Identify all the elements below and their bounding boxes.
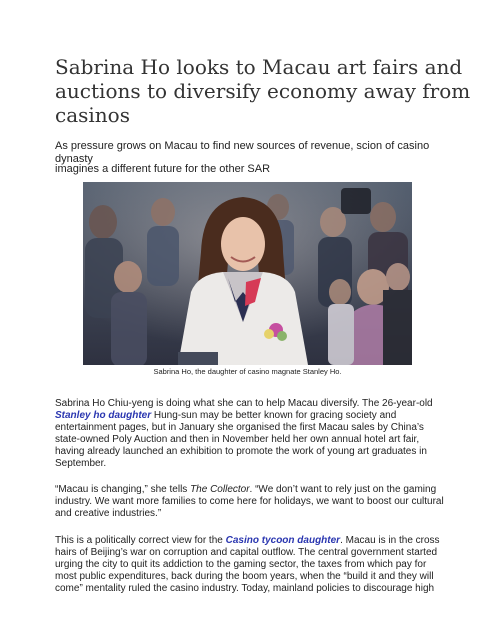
paragraph-1 xyxy=(55,398,455,470)
article-subtitle-line-2: imagines a different future for the other SAR xyxy=(55,163,271,175)
title-line: casinos xyxy=(55,103,130,127)
p1-line-2-text: Hung-sun may be better known for gracing society and xyxy=(151,410,397,421)
p3-line-5: come” mentality ruled the casino industry. Today, mainland policies to discourage high xyxy=(55,583,435,594)
p3-line-2: hairs of Beijing’s war on corruption and capital outflow. The central government started xyxy=(55,547,438,558)
article-subtitle-line-1: As pressure grows on Macau to find new sources of revenue, scion of casino dynasty xyxy=(55,140,430,165)
p3-line-1-a: This is a politically correct view for the xyxy=(55,535,226,546)
p2-line-1-a: “Macau is changing,” she tells xyxy=(55,484,191,495)
p3-line-1-b: . Macau is in the cross xyxy=(340,535,440,546)
title-line: Sabrina Ho looks to Macau art fairs and xyxy=(55,55,463,79)
p2-line-3: and creative industries.” xyxy=(55,508,162,519)
title-line: auctions to diversify economy away from xyxy=(55,79,471,103)
article-title xyxy=(55,55,471,127)
p1-line-1: Sabrina Ho Chiu-yeng is doing what she can to help Macau diversify. The 26-year-old xyxy=(55,398,433,409)
p2-line-2: industry. We want more families to come here for holidays, we want to boost our cultural xyxy=(55,496,444,507)
publication-name: The Collector xyxy=(190,484,250,495)
p3-line-1 xyxy=(55,535,455,547)
p3-line-4: most public expenditures, back during the boom years, when the “build it and they will xyxy=(55,571,434,582)
paragraph-2 xyxy=(55,484,455,520)
paragraph-3 xyxy=(55,535,455,595)
p2-line-1-b: . “We don’t want to rely just on the gaming xyxy=(249,484,437,495)
photo-illustration xyxy=(83,182,412,365)
p1-line-3: entertainment pages, but in January she organised the first Macau sales by China’s xyxy=(55,422,424,433)
p1-line-5: having already launched an exhibition to promote the work of young art graduates in xyxy=(55,446,427,457)
p3-line-3: urging the city to quit its addiction to the gaming sector, the taxes from which pay for xyxy=(55,559,427,570)
casino-tycoon-daughter-link[interactable]: Casino tycoon daughter xyxy=(225,535,341,546)
article-photo xyxy=(83,182,412,365)
p2-line-1 xyxy=(55,484,455,496)
stanley-ho-daughter-link[interactable]: Stanley ho daughter xyxy=(55,410,152,421)
p1-line-2 xyxy=(55,410,455,422)
photo-caption: Sabrina Ho, the daughter of casino magnate Stanley Ho. xyxy=(153,367,342,376)
p1-line-6: September. xyxy=(55,458,107,469)
p1-line-4: state-owned Poly Auction and then in November held her own annual hotel art fair, xyxy=(55,434,420,445)
